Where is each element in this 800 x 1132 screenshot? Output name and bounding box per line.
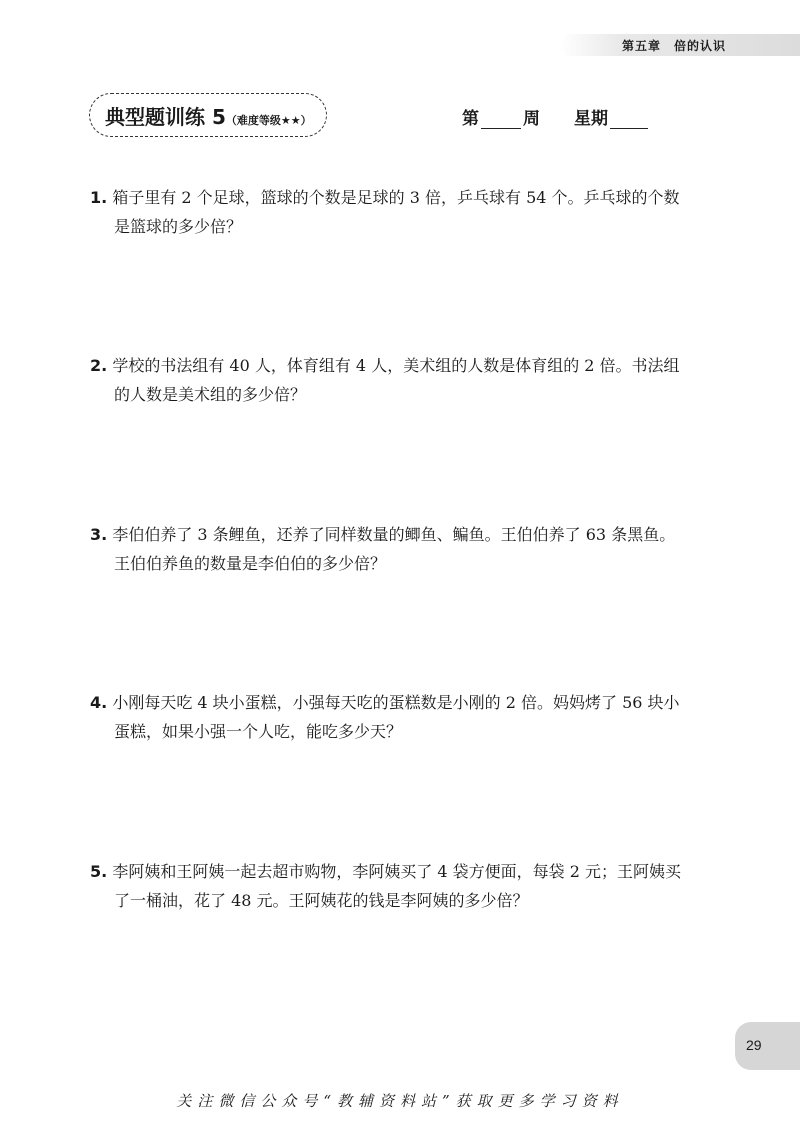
problem-text-continued: 是篮球的多少倍？ <box>114 217 243 236</box>
problem-number: 4. <box>90 693 108 712</box>
problem-text-continued: 的人数是美术组的多少倍？ <box>114 385 307 404</box>
page-number: 29 <box>746 1037 762 1053</box>
problem-text: 学校的书法组有 40 人，体育组有 4 人，美术组的人数是体育组的 2 倍。书法组 <box>112 356 680 375</box>
week-prefix: 第 <box>462 109 479 129</box>
problem-text-continued: 了一桶油，花了 48 元。王阿姨花的钱是李阿姨的多少倍？ <box>114 891 529 910</box>
problem-3 <box>90 520 730 578</box>
week-suffix: 周 <box>523 109 540 129</box>
weekday-label: 星期 <box>574 109 608 129</box>
problem-number: 5. <box>90 862 108 881</box>
date-line <box>462 104 648 129</box>
problem-text: 小刚每天吃 4 块小蛋糕，小强每天吃的蛋糕数是小刚的 2 倍。妈妈烤了 56 块小 <box>112 693 680 712</box>
section-title <box>105 101 312 130</box>
problem-number: 1. <box>90 188 108 207</box>
week-blank <box>481 110 521 129</box>
problem-text-continued: 蛋糕，如果小强一个人吃，能吃多少天？ <box>114 722 403 741</box>
difficulty-label: （难度等级★★） <box>225 114 312 127</box>
problem-5 <box>90 857 730 915</box>
problem-2 <box>90 351 730 409</box>
problem-4 <box>90 688 730 746</box>
problem-text-continued: 王伯伯养鱼的数量是李伯伯的多少倍？ <box>114 554 387 573</box>
problem-text: 李阿姨和王阿姨一起去超市购物，李阿姨买了 4 袋方便面，每袋 2 元；王阿姨买 <box>112 862 682 881</box>
weekday-blank <box>610 110 648 129</box>
problem-text: 李伯伯养了 3 条鲤鱼，还养了同样数量的鲫鱼、鳊鱼。王伯伯养了 63 条黑鱼。 <box>112 525 676 544</box>
problem-1 <box>90 183 730 241</box>
problem-number: 3. <box>90 525 108 544</box>
page-number-tab <box>735 1022 800 1070</box>
footer-note: 关注微信公众号“教辅资料站”获取更多学习资料 <box>176 1092 624 1110</box>
chapter-title: 第五章 倍的认识 <box>622 39 727 53</box>
problem-text: 箱子里有 2 个足球，篮球的个数是足球的 3 倍，乒乓球有 54 个。乒乓球的个数 <box>112 188 680 207</box>
problem-number: 2. <box>90 356 108 375</box>
section-title-text: 典型题训练 5 <box>105 105 226 129</box>
